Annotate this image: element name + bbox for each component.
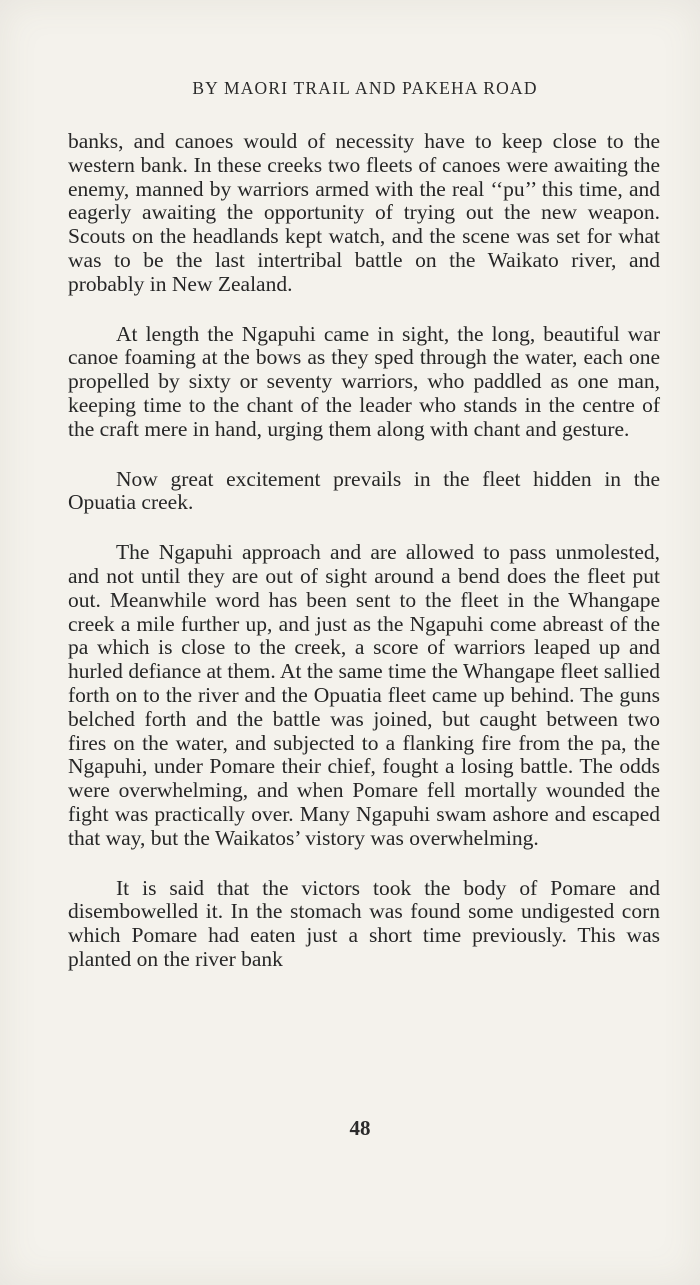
paragraph-continued: banks, and canoes would of necessity have to keep close to the western bank. In these creeks two fleets of canoes were awaiting the enemy, manned by warriors armed with the real ‘‘pu’’ this time, and eagerly awaiting the opportunity of trying out the new weapon. Scouts on the headlands kept watch, and the scene was set for what was to be the last intertribal battle on the Waikato river, and probably in New Zealand. [68, 129, 660, 296]
body-text [68, 130, 660, 972]
running-head: BY MAORI TRAIL AND PAKEHA ROAD [192, 78, 538, 98]
page-number: 48 [349, 1116, 371, 1140]
paragraph: Now great excitement prevails in the fleet hidden in the Opuatia creek. [68, 466, 660, 515]
paragraph: The Ngapuhi approach and are allowed to pass unmolested, and not until they are out of sight around a bend does the fleet put out. Meanwhile word has been sent to the fleet in the Whangape creek a mile further up, and just as the Ngapuhi come abreast of the pa which is close to the creek, a score of warriors leaped up and hurled defiance at them. At the same time the Whangape fleet sallied forth on to the river and the Opuatia fleet came up behind. The guns belched forth and the battle was joined, but caught between two fires on the water, and subjected to a flanking fire from the pa, the Ngapuhi, under Pomare their chief, fought a losing battle. The odds were overwhelming, and when Pomare fell mortally wounded the fight was practically over. Many Ngapuhi swam ashore and escaped that way, but the Waikatos’ vistory was overwhelming. [68, 540, 660, 850]
paragraph: At length the Ngapuhi came in sight, the long, beautiful war canoe foaming at the bows as they sped through the water, each one propelled by sixty or seventy warriors, who paddled as one man, keeping time to the chant of the leader who stands in the centre of the craft mere in hand, urging them along with chant and gesture. [68, 321, 660, 441]
paragraph: It is said that the victors took the body of Pomare and disembowelled it. In the stomach was found some undigested corn which Pomare had eaten just a short time previously. This was planted on the river bank [68, 875, 660, 971]
